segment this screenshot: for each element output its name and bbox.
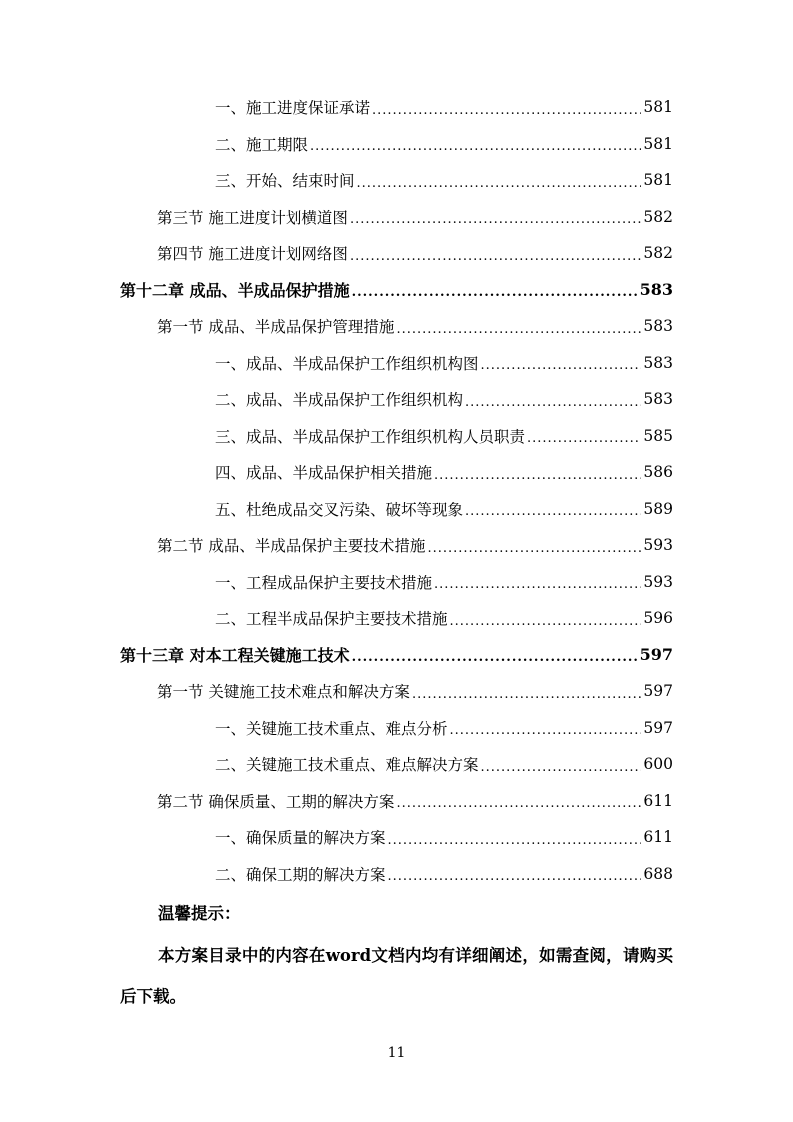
toc-leader-dots bbox=[527, 426, 641, 445]
toc-entry-title: 一、关键施工技术重点、难点分析 bbox=[215, 719, 448, 738]
toc-leader-dots bbox=[388, 828, 642, 847]
toc-entry-page: 597 bbox=[643, 682, 673, 701]
toc-chapter-page: 583 bbox=[639, 280, 673, 300]
toc-entry-page: 582 bbox=[643, 244, 673, 263]
toc-row[interactable] bbox=[0, 491, 793, 528]
toc-entry-page: 583 bbox=[643, 390, 673, 409]
toc-entry-title: 第四节 施工进度计划网络图 bbox=[157, 245, 348, 264]
toc-row[interactable] bbox=[0, 783, 793, 820]
toc-entry-title: 第二节 成品、半成品保护主要技术措施 bbox=[157, 537, 426, 556]
toc-entry-page: 585 bbox=[643, 426, 673, 445]
toc-entry-page: 611 bbox=[643, 828, 673, 847]
toc-entry-page: 583 bbox=[643, 317, 673, 336]
toc-entry-title: 第一节 关键施工技术难点和解决方案 bbox=[157, 683, 410, 702]
notice-body: 本方案目录中的内容在word文档内均有详细阐述，如需查阅，请购买后下载。 bbox=[120, 946, 673, 1006]
page-number: 11 bbox=[387, 1045, 406, 1061]
toc-row[interactable] bbox=[0, 856, 793, 893]
toc-leader-dots bbox=[434, 572, 641, 591]
toc-entry-page: 586 bbox=[643, 463, 673, 482]
toc-entry-title: 一、施工进度保证承诺 bbox=[215, 99, 371, 118]
toc-row[interactable] bbox=[0, 418, 793, 455]
toc-row[interactable] bbox=[0, 527, 793, 564]
toc-entry-page: 581 bbox=[643, 134, 673, 153]
toc-leader-dots bbox=[450, 718, 642, 737]
toc-leader-dots bbox=[396, 791, 641, 810]
toc-entry-title: 二、工程半成品保护主要技术措施 bbox=[215, 610, 448, 629]
notice-block bbox=[120, 897, 673, 1017]
toc-entry-page: 593 bbox=[643, 572, 673, 591]
toc-entry-title: 一、确保质量的解决方案 bbox=[215, 829, 386, 848]
toc-leader-dots bbox=[465, 390, 641, 409]
toc-entry-title: 二、确保工期的解决方案 bbox=[215, 865, 386, 884]
toc-chapter-page: 597 bbox=[639, 645, 673, 665]
toc-chapter-title: 第十二章 成品、半成品保护措施 bbox=[120, 281, 350, 301]
toc-leader-dots bbox=[357, 171, 642, 190]
toc-entry-page: 597 bbox=[643, 718, 673, 737]
toc-leader-dots bbox=[350, 207, 641, 226]
toc-entry-title: 二、关键施工技术重点、难点解决方案 bbox=[215, 756, 479, 775]
toc-entry-page: 611 bbox=[643, 791, 673, 810]
table-of-contents bbox=[0, 89, 793, 892]
toc-entry-title: 二、成品、半成品保护工作组织机构 bbox=[215, 391, 464, 410]
toc-entry-title: 五、杜绝成品交叉污染、破坏等现象 bbox=[215, 500, 464, 519]
notice-title: 温馨提示： bbox=[158, 904, 241, 923]
toc-leader-dots bbox=[396, 317, 641, 336]
toc-entry-page: 583 bbox=[643, 353, 673, 372]
toc-entry-title: 一、工程成品保护主要技术措施 bbox=[215, 573, 433, 592]
toc-row[interactable] bbox=[0, 454, 793, 491]
toc-entry-page: 688 bbox=[643, 864, 673, 883]
toc-leader-dots bbox=[427, 536, 641, 555]
toc-leader-dots bbox=[412, 682, 641, 701]
toc-row[interactable] bbox=[0, 564, 793, 601]
toc-row[interactable] bbox=[0, 673, 793, 710]
toc-row[interactable] bbox=[0, 345, 793, 382]
toc-entry-page: 582 bbox=[643, 207, 673, 226]
toc-entry-title: 四、成品、半成品保护相关措施 bbox=[215, 464, 433, 483]
toc-entry-title: 第三节 施工进度计划横道图 bbox=[157, 208, 348, 227]
toc-row[interactable] bbox=[0, 308, 793, 345]
toc-chapter-title: 第十三章 对本工程关键施工技术 bbox=[120, 646, 350, 666]
toc-entry-title: 第二节 确保质量、工期的解决方案 bbox=[157, 792, 395, 811]
toc-leader-dots bbox=[372, 98, 641, 117]
toc-entry-page: 581 bbox=[643, 171, 673, 190]
toc-leader-dots bbox=[450, 609, 642, 628]
toc-entry-page: 596 bbox=[643, 609, 673, 628]
toc-row[interactable] bbox=[0, 381, 793, 418]
toc-entry-title: 二、施工期限 bbox=[215, 135, 309, 154]
toc-leader-dots bbox=[352, 645, 638, 664]
toc-row[interactable] bbox=[0, 199, 793, 236]
toc-row-chapter[interactable] bbox=[0, 272, 793, 309]
toc-row[interactable] bbox=[0, 710, 793, 747]
toc-row[interactable] bbox=[0, 162, 793, 199]
toc-row[interactable] bbox=[0, 126, 793, 163]
toc-entry-page: 600 bbox=[643, 755, 673, 774]
toc-row[interactable] bbox=[0, 235, 793, 272]
toc-entry-title: 一、成品、半成品保护工作组织机构图 bbox=[215, 354, 479, 373]
toc-leader-dots bbox=[465, 499, 641, 518]
toc-leader-dots bbox=[350, 244, 641, 263]
toc-leader-dots bbox=[388, 864, 642, 883]
toc-row[interactable] bbox=[0, 746, 793, 783]
toc-entry-page: 593 bbox=[643, 536, 673, 555]
toc-row[interactable] bbox=[0, 819, 793, 856]
toc-leader-dots bbox=[434, 463, 641, 482]
toc-entry-page: 589 bbox=[643, 499, 673, 518]
toc-leader-dots bbox=[352, 280, 638, 299]
toc-leader-dots bbox=[481, 755, 642, 774]
toc-entry-title: 三、开始、结束时间 bbox=[215, 172, 355, 191]
toc-leader-dots bbox=[481, 353, 642, 372]
toc-row[interactable] bbox=[0, 600, 793, 637]
toc-entry-title: 三、成品、半成品保护工作组织机构人员职责 bbox=[215, 427, 526, 446]
toc-row[interactable] bbox=[0, 89, 793, 126]
toc-entry-title: 第一节 成品、半成品保护管理措施 bbox=[157, 318, 395, 337]
toc-row-chapter[interactable] bbox=[0, 637, 793, 674]
toc-leader-dots bbox=[310, 134, 641, 153]
toc-entry-page: 581 bbox=[643, 98, 673, 117]
